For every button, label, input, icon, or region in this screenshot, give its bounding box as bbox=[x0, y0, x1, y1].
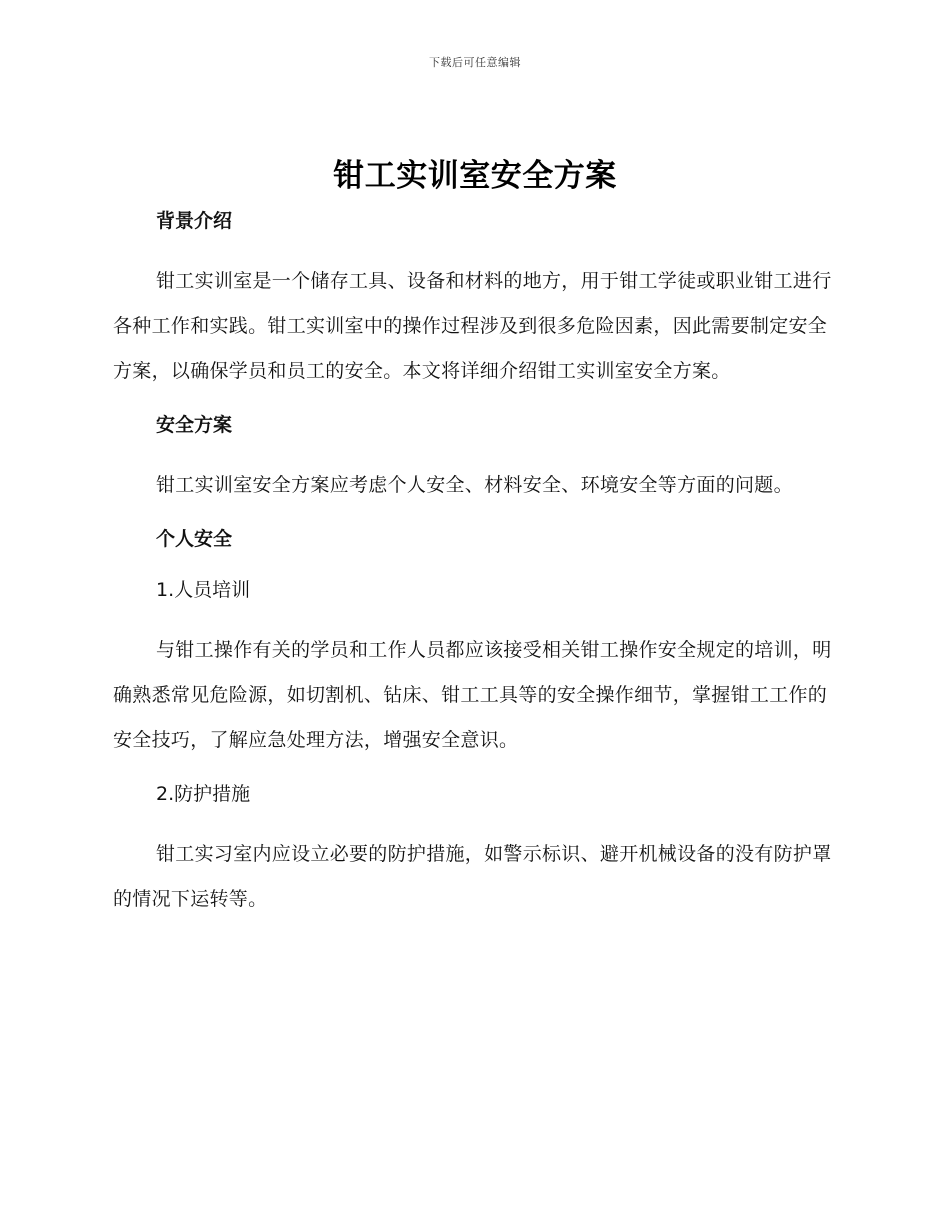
section-heading-background: 背景介绍 bbox=[156, 210, 233, 232]
document-title: 钳工实训室安全方案 bbox=[333, 158, 617, 194]
document-body bbox=[113, 203, 837, 922]
paragraph-protection: 钳工实习室内应设立必要的防护措施，如警示标识、避开机械设备的没有防护罩的情况下运转等。 bbox=[113, 843, 832, 910]
section-heading-personal: 个人安全 bbox=[156, 528, 233, 550]
item-label-protection: 2.防护措施 bbox=[156, 783, 251, 805]
item-label-training: 1.人员培训 bbox=[156, 579, 251, 601]
paragraph-background: 钳工实训室是一个储存工具、设备和材料的地方，用于钳工学徒或职业钳工进行各种工作和实践。钳工实训室中的操作过程涉及到很多危险因素，因此需要制定安全方案，以确保学员和员工的安全。本文将详细介绍钳工实训室安全方案。 bbox=[113, 270, 832, 382]
section-heading-plan: 安全方案 bbox=[156, 414, 233, 436]
paragraph-training: 与钳工操作有关的学员和工作人员都应该接受相关钳工操作安全规定的培训，明确熟悉常见危险源，如切割机、钻床、钳工工具等的安全操作细节，掌握钳工工作的安全技巧，了解应急处理方法，增强安全意识。 bbox=[113, 639, 832, 751]
paragraph-plan: 钳工实训室安全方案应考虑个人安全、材料安全、环境安全等方面的问题。 bbox=[156, 474, 793, 496]
header-note: 下载后可任意编辑 bbox=[429, 56, 521, 69]
